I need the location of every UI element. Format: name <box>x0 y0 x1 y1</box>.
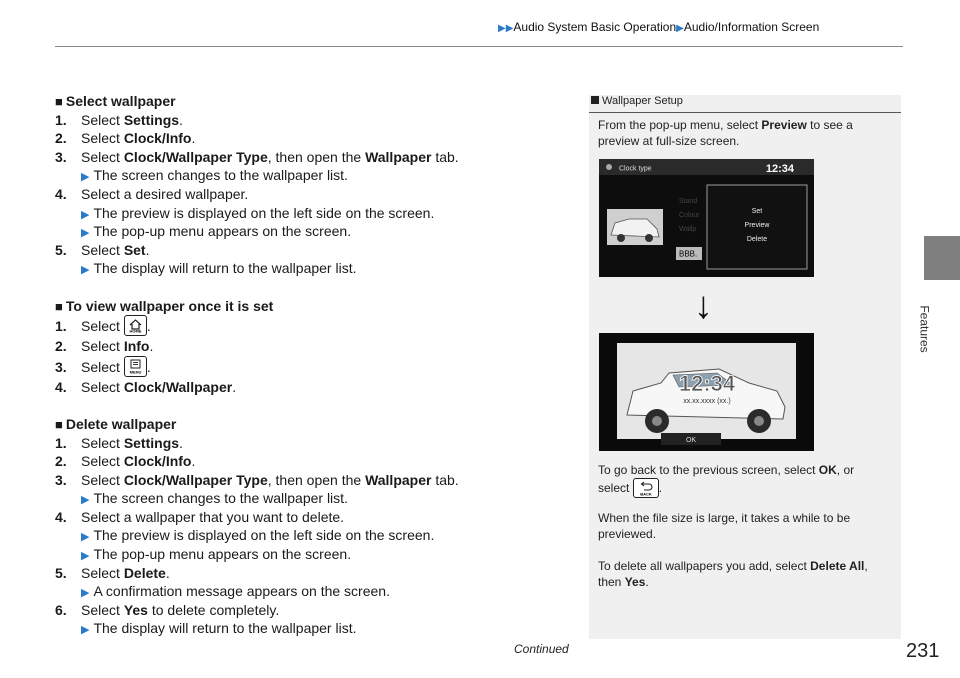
step-result: ▶ A confirmation message appears on the screen. <box>81 583 390 600</box>
result-arrow-icon: ▶ <box>81 550 90 563</box>
svg-text:Delete: Delete <box>746 236 768 243</box>
svg-text:HOME: HOME <box>129 328 142 334</box>
svg-text:Preview: Preview <box>744 222 770 229</box>
svg-text:xx.xx.xxxx (xx.): xx.xx.xxxx (xx.) <box>683 398 731 405</box>
panel-title: Wallpaper Setup <box>589 95 683 107</box>
svg-text:Stand: Stand <box>679 198 698 205</box>
panel-paragraph: To delete all wallpapers you add, select Delete All, then Yes. <box>598 559 868 589</box>
svg-text:Wallp: Wallp <box>679 226 697 233</box>
step: 3. Select MENU . <box>55 356 575 378</box>
result-arrow-icon: ▶ <box>81 264 90 277</box>
square-bullet-icon: ■ <box>55 94 63 109</box>
panel-paragraph: To go back to the previous screen, select OK, or select BACK . <box>598 463 855 496</box>
step-result: ▶ The display will return to the wallpaper list. <box>81 620 357 637</box>
step: 4. Select Clock/Wallpaper. <box>55 378 237 395</box>
note-icon <box>591 96 599 104</box>
breadcrumb-item: Audio/Information Screen <box>683 20 820 34</box>
result-arrow-icon: ▶ <box>81 227 90 240</box>
result-arrow-icon: ▶ <box>81 208 90 221</box>
section-heading: ■ Delete wallpaper <box>55 415 177 432</box>
step-result: ▶ The screen changes to the wallpaper list. <box>81 167 348 184</box>
result-arrow-icon: ▶ <box>81 171 90 184</box>
step: 5. Select Set. <box>55 241 150 258</box>
svg-text:Colour: Colour <box>679 212 700 219</box>
section-heading: ■ Select wallpaper <box>55 93 176 109</box>
square-bullet-icon: ■ <box>55 416 63 432</box>
svg-text:MENU: MENU <box>129 369 142 374</box>
panel-paragraph: From the pop-up menu, select Preview to see a preview at full-size screen. <box>598 118 853 148</box>
svg-text:BACK: BACK <box>639 491 652 496</box>
step-result: ▶ The display will return to the wallpaper list. <box>81 260 357 277</box>
step-result: ▶ The preview is displayed on the left side on the screen. <box>81 527 435 544</box>
side-tab-block <box>924 236 960 280</box>
svg-text:Clock type: Clock type <box>619 165 652 173</box>
step-result: ▶ The pop-up menu appears on the screen. <box>81 546 352 563</box>
step-result: ▶ The pop-up menu appears on the screen. <box>81 223 352 240</box>
svg-text:12:34: 12:34 <box>765 163 794 175</box>
step-result: ▶ The preview is displayed on the left side on the screen. <box>81 204 435 221</box>
step: 3. Select Clock/Wallpaper Type, then open the Wallpaper tab. <box>55 471 459 488</box>
back-icon <box>633 478 659 498</box>
section-heading: ■ To view wallpaper once it is set <box>55 297 274 314</box>
step: 2. Select Info. <box>55 338 154 355</box>
step: 3. Select Clock/Wallpaper Type, then open the Wallpaper tab. <box>55 148 459 165</box>
side-tab-label-wrap <box>917 292 946 382</box>
menu-icon <box>124 356 147 377</box>
side-tab-label: Features <box>917 305 932 353</box>
square-bullet-icon: ■ <box>55 298 63 314</box>
step: 1. Select Settings. <box>55 111 183 128</box>
result-arrow-icon: ▶ <box>81 587 90 600</box>
step: 1. Select HOME . <box>55 315 575 337</box>
result-arrow-icon: ▶ <box>81 494 90 507</box>
svg-text:OK: OK <box>685 437 697 444</box>
continued-label: Continued <box>514 642 569 656</box>
main-content <box>55 92 575 638</box>
breadcrumb-arrow-icon: ▶ <box>676 23 684 34</box>
step: 2. Select Clock/Info. <box>55 130 196 147</box>
svg-text:12:34: 12:34 <box>678 371 736 396</box>
page-number: 231 <box>906 640 940 662</box>
step: 5. Select Delete. <box>55 564 170 581</box>
step: 2. Select Clock/Info. <box>55 453 196 470</box>
breadcrumb-arrow-icon: ▶▶ <box>498 23 514 34</box>
step: 1. Select Settings. <box>55 434 183 451</box>
step-result: ▶ The screen changes to the wallpaper list. <box>81 490 348 507</box>
svg-text:Set: Set <box>751 208 763 215</box>
preview-screen <box>599 333 814 451</box>
back-icon <box>606 164 612 170</box>
header-rule <box>55 46 903 47</box>
down-arrow-icon: ↓ <box>694 285 713 327</box>
breadcrumb-item: Audio System Basic Operation <box>513 20 677 34</box>
svg-text:BBB.: BBB. <box>679 249 698 259</box>
panel-paragraph: When the file size is large, it takes a while to be previewed. <box>598 511 851 541</box>
result-arrow-icon: ▶ <box>81 624 90 637</box>
result-arrow-icon: ▶ <box>81 531 90 544</box>
step: 6. Select Yes to delete completely. <box>55 601 280 618</box>
note-panel <box>589 95 901 639</box>
panel-rule <box>589 112 901 113</box>
clock-type-screen <box>599 159 814 277</box>
home-icon <box>124 315 147 336</box>
step: 4. Select a desired wallpaper. <box>55 185 249 202</box>
breadcrumb <box>498 20 819 34</box>
step: 4. Select a wallpaper that you want to delete. <box>55 508 345 525</box>
